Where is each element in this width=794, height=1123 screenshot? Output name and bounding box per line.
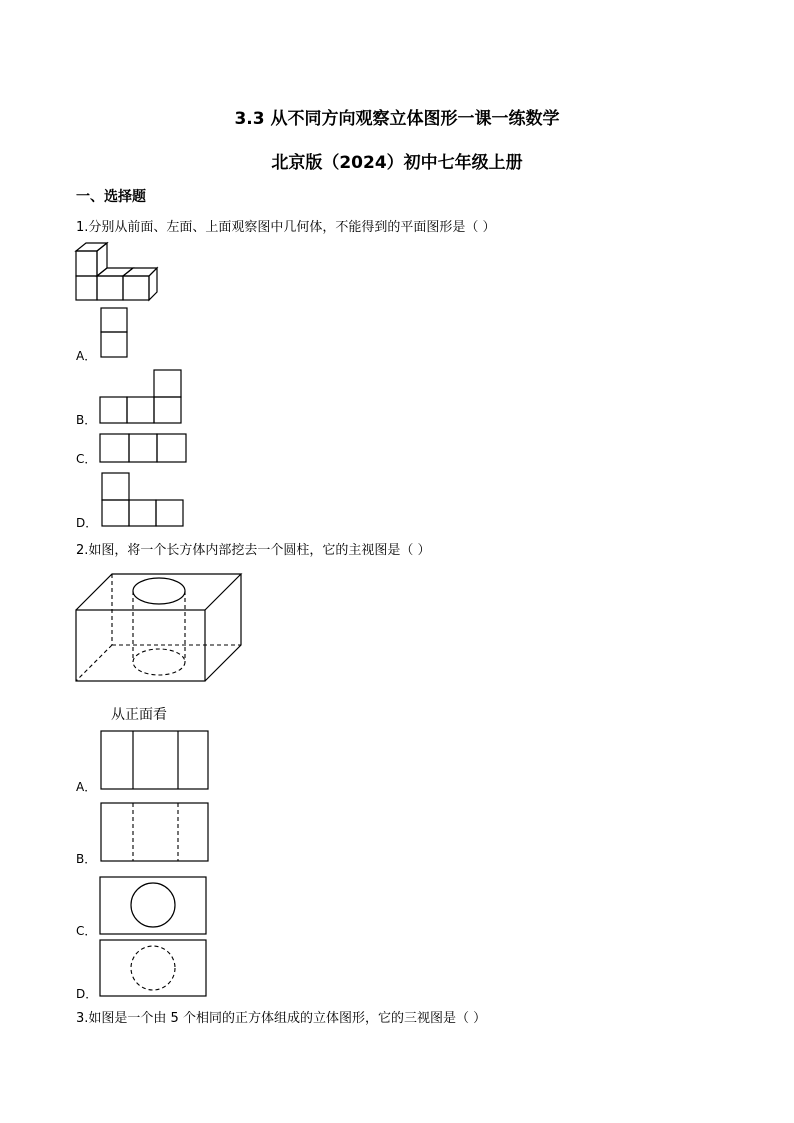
question-1-text: 1.分别从前面、左面、上面观察图中几何体，不能得到的平面图形是（ ） <box>76 220 496 235</box>
q1-option-d-label[interactable]: D． <box>76 516 98 530</box>
q2-option-d-label[interactable]: D． <box>76 987 98 1001</box>
question-3-text: 3.如图是一个由 5 个相同的正方体组成的立体图形，它的三视图是（ ） <box>76 1011 487 1026</box>
q2-option-a-label[interactable]: A． <box>76 780 97 794</box>
q2-option-c-label[interactable]: C． <box>76 924 97 938</box>
question-2-text: 2.如图，将一个长方体内部挖去一个圆柱，它的主视图是（ ） <box>76 543 431 558</box>
q1-option-a-label[interactable]: A． <box>76 349 97 363</box>
section-heading: 一、选择题 <box>76 189 146 205</box>
q1-option-b-label[interactable]: B． <box>76 413 97 427</box>
document-title: 3.3 从不同方向观察立体图形一课一练数学 <box>234 109 560 129</box>
q2-option-b-label[interactable]: B． <box>76 852 97 866</box>
document-subtitle: 北京版（2024）初中七年级上册 <box>271 153 523 173</box>
q2-view-caption: 从正面看 <box>111 707 167 723</box>
q1-option-c-label[interactable]: C． <box>76 452 97 466</box>
